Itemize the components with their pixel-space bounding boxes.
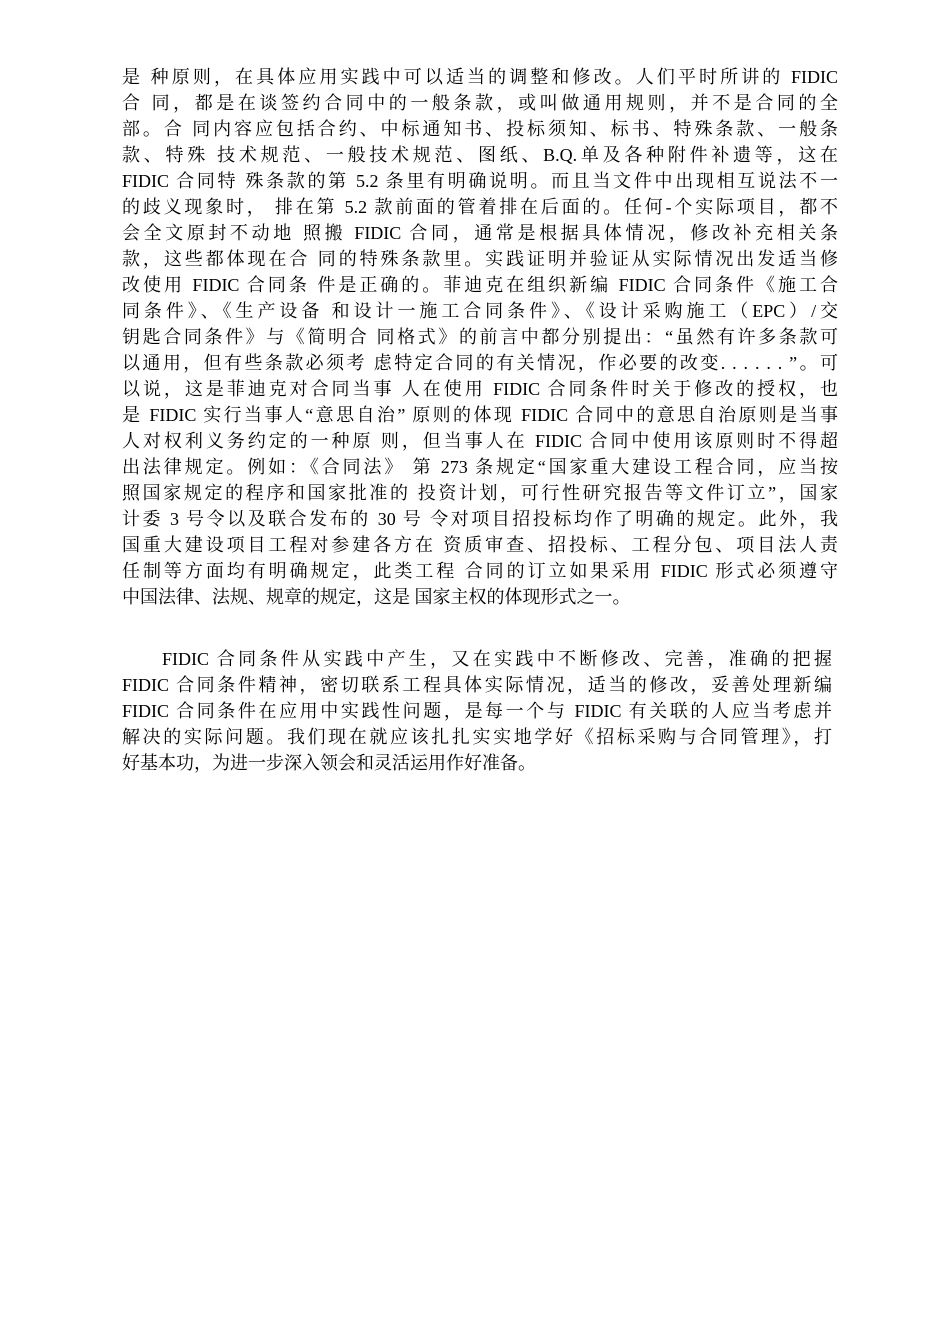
text-line: 钥匙合同条件》与《简明合 同格式》的前言中都分别提出：“虽然有许多条款可 [122,327,838,347]
text-line: 中国法律、法规、规章的规定，这是 国家主权的体现形式之一。 [122,587,631,607]
text-line: 同条件》、《生产设备 和设计一施工合同条件》、《设计采购施工（EPC）/交 [122,301,838,321]
text-line: 好基本功，为进一步深入领会和灵活运用作好准备。 [122,753,536,773]
text-line: FIDIC 合同条件从实践中产生，又在实践中不断修改、完善，准确的把握 [162,649,832,669]
text-line: FIDIC 合同特 殊条款的第 5.2 条里有明确说明。而且当文件中出现相互说法不一 [122,171,838,191]
text-line: 解决的实际问题。我们现在就应该扎扎实实地学好《招标采购与合同管理》，打 [122,727,832,747]
text-line: 国重大建设项目工程对参建各方在 资质审查、招投标、工程分包、项目法人责 [122,535,838,555]
text-line: 是 种原则，在具体应用实践中可以适当的调整和修改。人们平时所讲的 FIDIC [122,67,838,87]
text-line: 任制等方面均有明确规定，此类工程 合同的订立如果采用 FIDIC 形式必须遵守 [122,561,838,581]
text-line: FIDIC 合同条件在应用中实践性问题，是每一个与 FIDIC 有关联的人应当考虑并 [122,701,832,721]
paragraph-1 [122,64,838,610]
text-line: 出法律规定。例如：《合同法》 第 273 条规定“国家重大建设工程合同，应当按 [122,457,838,477]
text-line: 照国家规定的程序和国家批准的 投资计划，可行性研究报告等文件订立”，国家 [122,483,838,503]
paragraph-2 [122,646,838,776]
text-line: 款、特殊 技术规范、一般技术规范、图纸、B.Q.单及各种附件补遗等，这在 [122,145,838,165]
text-line: 改使用 FIDIC 合同条 件是正确的。菲迪克在组织新编 FIDIC 合同条件《施工合 [122,275,838,295]
text-line: 款，这些都体现在合 同的特殊条款里。实践证明并验证从实际情况出发适当修 [122,249,838,269]
text-line: 人对权利义务约定的一种原 则，但当事人在 FIDIC 合同中使用该原则时不得超 [122,431,838,451]
text-line: 部。合 同内容应包括合约、中标通知书、投标须知、标书、特殊条款、一般条 [122,119,838,139]
text-line: 会全文原封不动地 照搬 FIDIC 合同，通常是根据具体情况，修改补充相关条 [122,223,838,243]
text-line: 的歧义现象时， 排在第 5.2 款前面的管着排在后面的。任何-个实际项目，都不 [122,197,838,217]
text-line: 合 同，都是在谈签约合同中的一般条款，或叫做通用规则，并不是合同的全 [122,93,838,113]
text-line: 以通用，但有些条款必须考 虑特定合同的有关情况，作必要的改变. . . . . . ”。可 [122,353,838,373]
text-line: FIDIC 合同条件精神，密切联系工程具体实际情况，适当的修改，妥善处理新编 [122,675,832,695]
text-line: 是 FIDIC 实行当事人“意思自治” 原则的体现 FIDIC 合同中的意思自治原则是当事 [122,405,838,425]
text-line: 以说，这是菲迪克对合同当事 人在使用 FIDIC 合同条件时关于修改的授权，也 [122,379,838,399]
text-line: 计委 3 号令以及联合发布的 30 号 令对项目招投标均作了明确的规定。此外，我 [122,509,838,529]
